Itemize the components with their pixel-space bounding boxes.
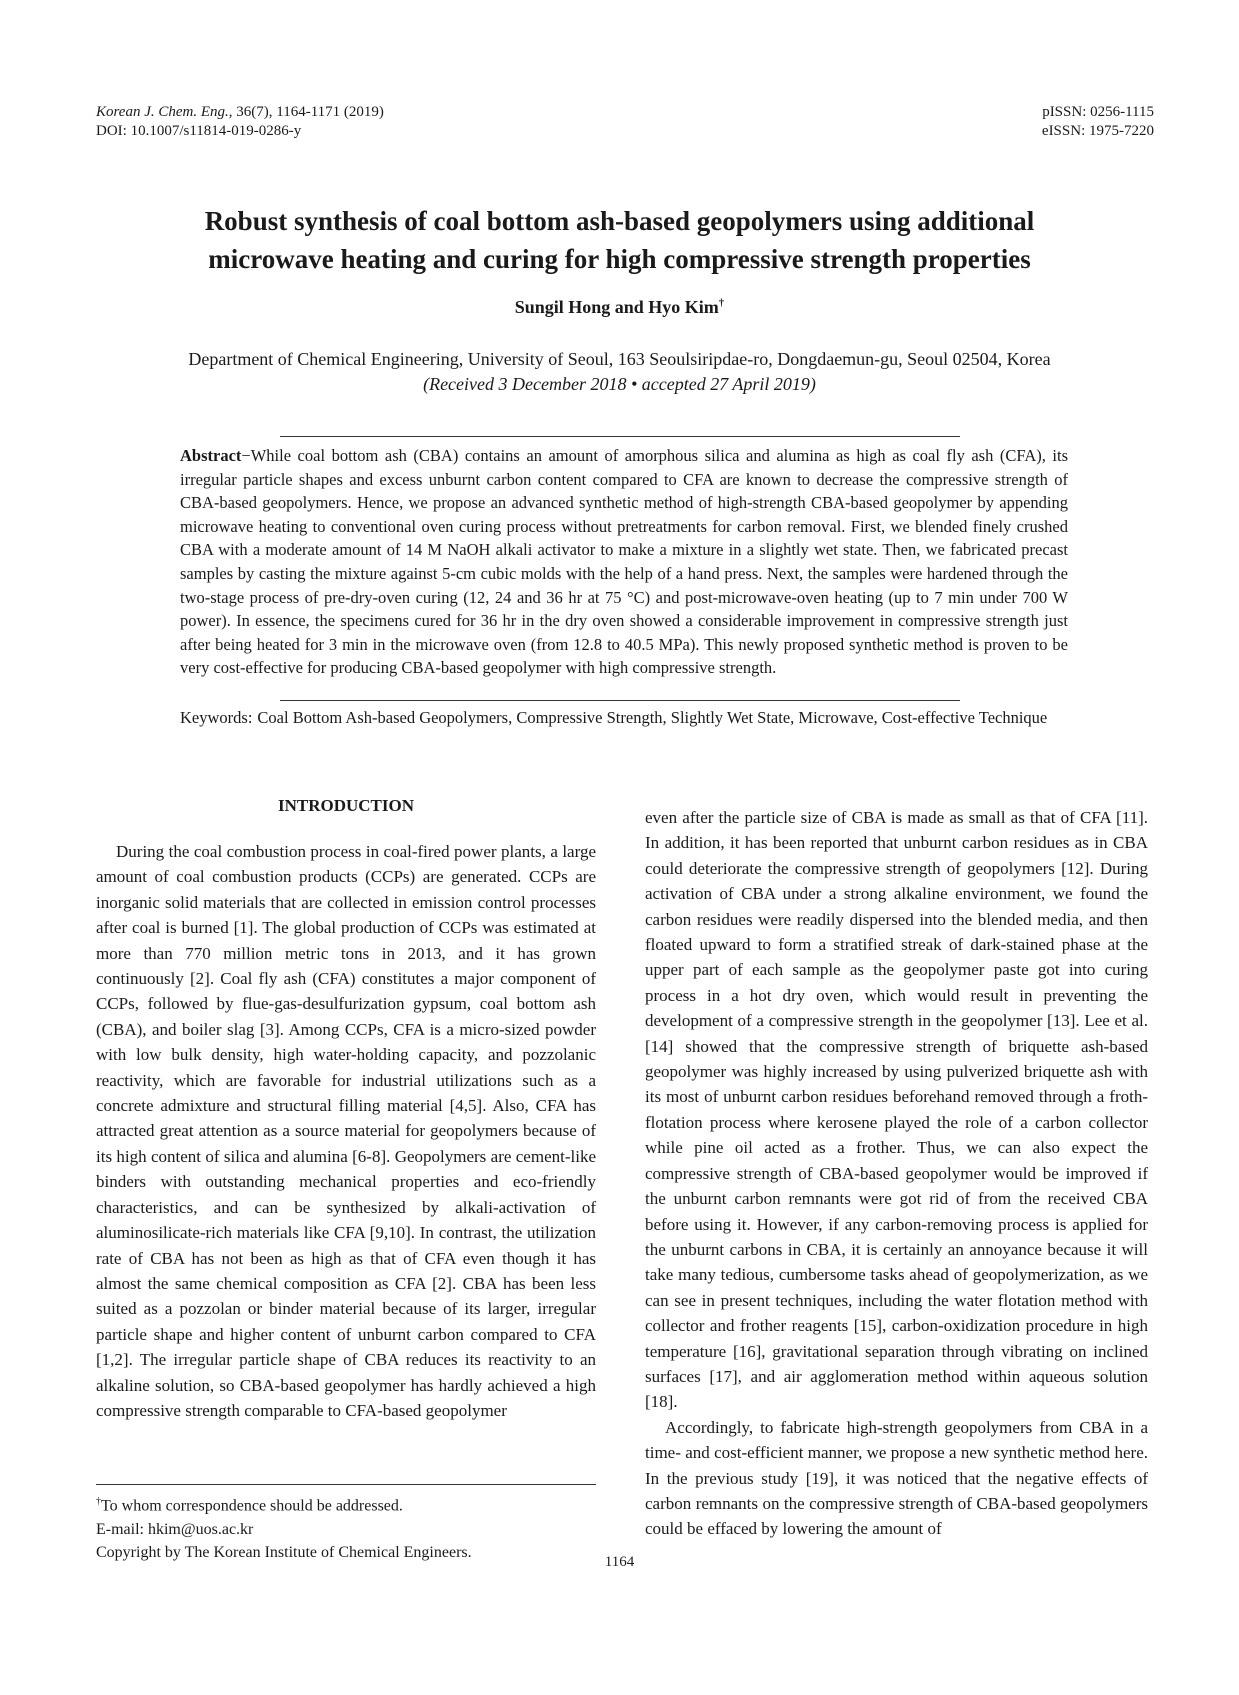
- footnote-email: E-mail: hkim@uos.ac.kr: [96, 1520, 254, 1538]
- corresponding-mark: †: [718, 297, 725, 309]
- footnote-rule: [96, 1484, 596, 1485]
- footnote-mark: †: [96, 1496, 101, 1507]
- page-number: 1164: [604, 1554, 635, 1570]
- right-paragraph-2: Accordingly, to fabricate high-strength geopolymers from CBA in a time- and cost-efficient manner, we propose a new synthetic method here. In the previous study [19], it was noticed that the negative effects of carbon remnants on the compressive strength of CBA-based geopolymers could be effaced by lowering the amount of: [645, 1417, 1148, 1539]
- right-column: [645, 805, 1148, 1542]
- paper-title: [60, 202, 1179, 278]
- title-line-2: microwave heating and curing for high compressive strength properties: [208, 244, 1031, 274]
- right-paragraph-1: even after the particle size of CBA is made as small as that of CFA [11]. In addition, it has been reported that unburnt carbon residues as in CBA could deteriorate the compressive strength of geopolymers [12]. During activation of CBA under a strong alkaline environment, we found the carbon residues were readily dispersed into the blended media, and then floated upward to form a stratified streak of dark-stained phase at the upper part of each sample as the geopolymer paste got into curing process in a hot dry oven, which would result in preventing the development of a compressive strength in the geopolymer [13]. Lee et al. [14] showed that the compressive strength of briquette ash-based geopolymer was highly increased by using pulverized briquette ash with its most of unburnt carbon residues beforehand removed through a froth-flotation process where kerosene played the role of a carbon collector while pine oil acted as a frother. Thus, we can also expect the compressive strength of CBA-based geopolymer would be improved if the unburnt carbon remnants were got rid of from the received CBA before using it. However, if any carbon-removing process is applied for the unburnt carbons in CBA, it is certainly an annoyance because it will take many tedious, cumbersome tasks ahead of geopolymerization, as we can see in present techniques, including the water flotation method with collector and frother reagents [15], carbon-oxidization procedure in high temperature [16], gravitational separation through vibrating on inclined surfaces [17], and air agglomeration method within aqueous solution [18].: [645, 808, 1148, 1412]
- abstract-bottom-rule: [280, 700, 960, 701]
- issn-block: [1042, 103, 1154, 141]
- intro-paragraph-1: During the coal combustion process in coal-fired power plants, a large amount of coal combustion products (CCPs) are generated. CCPs are inorganic solid materials that are collected in emission control processes after coal is burned [1]. The global production of CCPs was estimated at more than 770 million metric tons in 2013, and it has grown continuously [2]. Coal fly ash (CFA) constitutes a major component of CCPs, followed by flue-gas-desulfurization gypsum, coal bottom ash (CBA), and boiler slag [3]. Among CCPs, CFA is a micro-sized powder with low bulk density, high water-holding capacity, and pozzolanic reactivity, which are favorable for industrial utilizations such as a concrete admixture and structural filling material [4,5]. Also, CFA has attracted great attention as a source material for geopolymers because of its high content of silica and alumina [6-8]. Geopolymers are cement-like binders with outstanding mechanical properties and eco-friendly characteristics, and can be synthesized by alkali-activation of aluminosilicate-rich materials like CFA [9,10]. In contrast, the utilization rate of CBA has not been as high as that of CFA even though it has almost the same chemical composition as CFA [2]. CBA has been less suited as a pozzolan or binder material because of its larger, irregular particle shape and higher content of unburnt carbon compared to CFA [1,2]. The irregular particle shape of CBA reduces its reactivity to an alkaline solution, so CBA-based geopolymer has hardly achieved a high compressive strength comparable to CFA-based geopolymer: [96, 842, 596, 1420]
- abstract-text: −While coal bottom ash (CBA) contains an amount of amorphous silica and alumina as high as coal fly ash (CFA), its irregular particle shapes and excess unburnt carbon content compared to CFA are known to decrease the compressive strength of CBA-based geopolymers. Hence, we propose an advanced synthetic method of high-strength CBA-based geopolymer by appending microwave heating to conventional oven curing process without pretreatments for carbon removal. First, we blended finely crushed CBA with a moderate amount of 14 M NaOH alkali activator to make a mixture in a slightly wet state. Then, we fabricated precast samples by casting the mixture against 5-cm cubic molds with the help of a hand press. Next, the samples were hardened through the two-stage process of pre-dry-oven curing (12, 24 and 36 hr at 75 °C) and post-microwave-oven heating (up to 7 min under 700 W power). In essence, the specimens cured for 36 hr in the dry oven showed a considerable improvement in compressive strength just after being heated for 3 min in the microwave oven (from 12.8 to 40.5 MPa). This newly proposed synthetic method is proven to be very cost-effective for producing CBA-based geopolymer with high compressive strength.: [180, 446, 1068, 678]
- abstract: [180, 444, 1068, 680]
- affiliation-block: [40, 347, 1199, 397]
- received-dates: (Received 3 December 2018 • accepted 27 April 2019): [423, 374, 816, 394]
- keywords-label: Keywords:: [180, 708, 253, 727]
- pissn: pISSN: 0256-1115: [1042, 104, 1154, 120]
- journal-citation: [96, 103, 384, 122]
- keywords: [180, 706, 1068, 730]
- section-heading-introduction: INTRODUCTION: [277, 796, 415, 815]
- affiliation: Department of Chemical Engineering, University of Seoul, 163 Seoulsiripdae-ro, Dongdaemun-gu, Seoul 02504, Korea: [188, 349, 1051, 369]
- left-column: [96, 793, 596, 1423]
- footnote-copyright: Copyright by The Korean Institute of Chemical Engineers.: [96, 1544, 472, 1562]
- authors: [60, 297, 1179, 318]
- footnote-correspondence: [96, 1490, 616, 1518]
- journal-header: [96, 103, 384, 141]
- footnote-correspondence-text: To whom correspondence should be addressed.: [101, 1497, 403, 1515]
- title-line-1: Robust synthesis of coal bottom ash-based geopolymers using additional: [204, 206, 1035, 236]
- abstract-top-rule: [280, 436, 960, 437]
- author-names: Sungil Hong and Hyo Kim: [514, 297, 719, 317]
- abstract-label: Abstract: [180, 446, 242, 465]
- journal-name: Korean J. Chem. Eng.: [96, 104, 229, 120]
- journal-volume: , 36(7), 1164-1171 (2019): [228, 104, 384, 120]
- doi: DOI: 10.1007/s11814-019-0286-y: [96, 123, 302, 139]
- keywords-text: Coal Bottom Ash-based Geopolymers, Compressive Strength, Slightly Wet State, Microwave, Cost-effective Technique: [257, 708, 1048, 727]
- eissn: eISSN: 1975-7220: [1041, 123, 1154, 139]
